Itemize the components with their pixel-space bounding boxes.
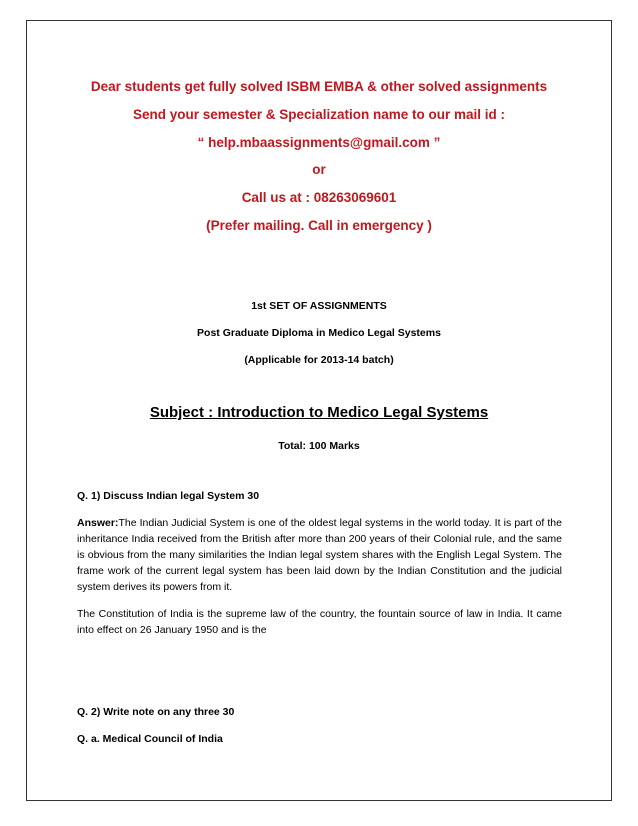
question-1-title: Q. 1) Discuss Indian legal System 30	[77, 490, 260, 502]
promo-phone: Call us at : 08263069601	[241, 190, 397, 205]
answer-text: The Indian Judicial System is one of the oldest legal systems in the world today. It is part of the inheritance India received from the British after more than 200 years of their Colonial rule, and the same is obvious from the many similarities the Indian legal system shares with the English Legal System. The frame work of the current legal system has been laid down by the Indian Constitution and the judicial system derives its powers from it.	[77, 517, 562, 593]
promo-line-2: Send your semester & Specialization name to our mail id :	[132, 107, 506, 122]
set-heading: 1st SET OF ASSIGNMENTS	[251, 300, 387, 312]
promo-note: (Prefer mailing. Call in emergency )	[206, 218, 432, 233]
question-2-title: Q. 2) Write note on any three 30	[77, 706, 235, 718]
batch-heading: (Applicable for 2013-14 batch)	[244, 354, 394, 366]
total-marks: Total: 100 Marks	[278, 440, 360, 452]
subject-title: Subject : Introduction to Medico Legal Systems	[149, 404, 489, 421]
promo-or: or	[312, 162, 326, 177]
promo-line-1: Dear students get fully solved ISBM EMBA & other solved assignments	[90, 79, 548, 94]
question-1-para-2: The Constitution of India is the supreme law of the country, the fountain source of law in India. It came into effect on 26 January 1950 and is the	[77, 608, 562, 636]
question-1-answer	[77, 515, 562, 595]
program-heading: Post Graduate Diploma in Medico Legal Systems	[197, 327, 441, 339]
answer-label: Answer:	[77, 517, 119, 529]
question-2a-title: Q. a. Medical Council of India	[77, 733, 223, 745]
promo-email: “ help.mbaassignments@gmail.com ”	[197, 135, 441, 150]
